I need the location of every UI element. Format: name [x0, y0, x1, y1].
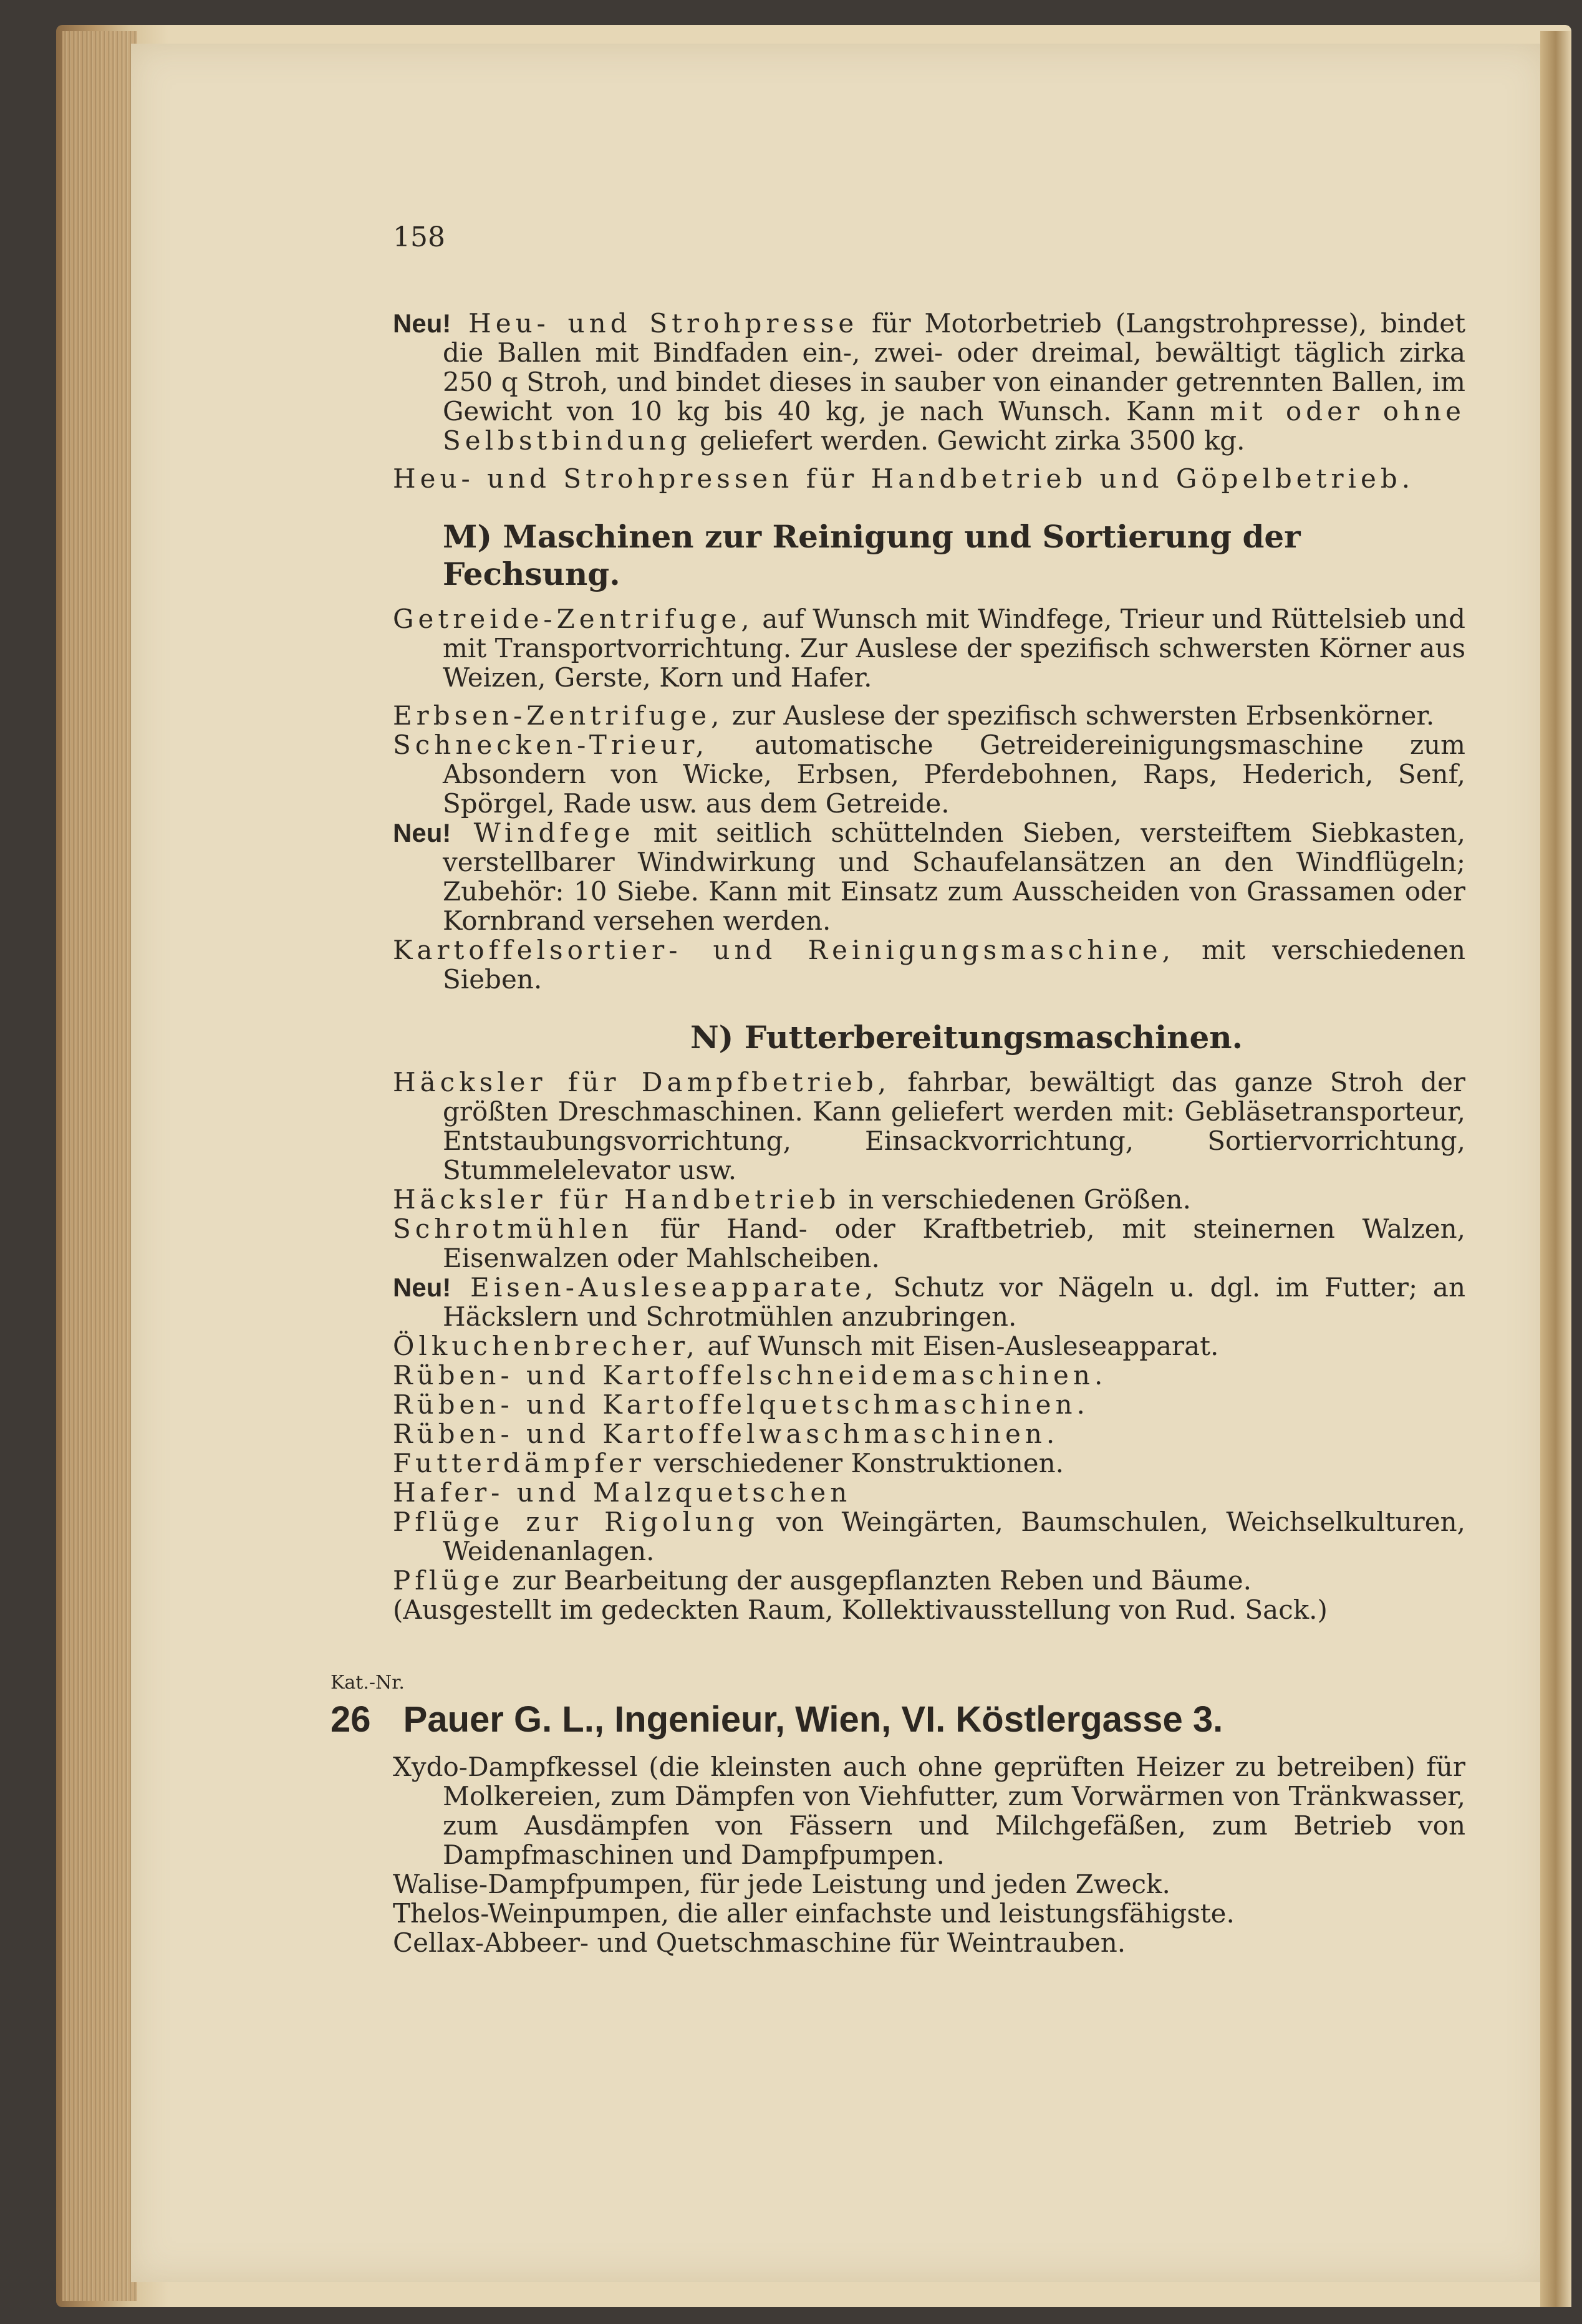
item-text: in verschiedenen Größen. — [848, 1184, 1191, 1215]
item-name: Häcksler für Handbetrieb — [393, 1184, 841, 1215]
page-stack — [62, 31, 137, 2301]
item-text: mit seitlich schüttelnden Sieben, versteiftem Siebkasten, verstellbarer Windwirkung und Schaufelansätzen an den Windflügeln; Zubehör: 10 Siebe. Kann mit Einsatz zum Ausscheiden von Grassamen oder Kornbrand versehen werden. — [443, 817, 1465, 936]
list-item — [393, 1449, 1465, 1478]
neu-label: Neu! — [393, 1273, 451, 1302]
item-text: verschiedener Konstruktionen. — [654, 1448, 1064, 1478]
list-item — [393, 1566, 1465, 1595]
item-name: Häcksler für Dampfbetrieb, — [393, 1067, 891, 1097]
item-text: auf Wunsch mit Eisen-Ausleseapparat. — [707, 1331, 1219, 1361]
item-text: von Weingärten, Baumschulen, Weichselkulturen, Weidenanlagen. — [443, 1507, 1465, 1566]
list-item — [393, 701, 1465, 730]
exhibitor-number: 26 — [330, 1699, 371, 1740]
item-text: automatische Getreidereinigungsmaschine zum Absondern von Wicke, Erbsen, Pferdebohnen, Raps, Hederich, Senf, Spörgel, Rade usw. aus dem Getreide. — [443, 730, 1465, 819]
list-item-neu — [393, 1273, 1465, 1331]
hand-presses-line: Heu- und Strohpressen für Handbetrieb und Göpelbetrieb. — [393, 463, 1415, 494]
catalog-number-label: Kat.-Nr. — [330, 1672, 405, 1694]
exhibited-note: (Ausgestellt im gedeckten Raum, Kollektivausstellung von Rud. Sack.) — [393, 1594, 1328, 1625]
list-item — [393, 1390, 1465, 1419]
item-name: Pflüge — [393, 1565, 504, 1596]
product-item: Thelos-Weinpumpen, die aller einfachste und leistungsfähigste. — [393, 1898, 1235, 1929]
list-item — [393, 1185, 1465, 1214]
list-item — [393, 1507, 1465, 1566]
exhibitor-name: Pauer G. L., Ingenieur, Wien, VI. Köstlergasse 3. — [403, 1699, 1223, 1740]
product-item: Walise-Dampfpumpen, für jede Leistung und jeden Zweck. — [393, 1869, 1170, 1899]
item-text: Schutz vor Nägeln u. dgl. im Futter; an Häckslern und Schrotmühlen anzubringen. — [443, 1272, 1465, 1332]
product-spaced: mit oder ohne Selbstbindung — [443, 396, 1465, 456]
item-name: Hafer- und Malzquetschen — [393, 1477, 852, 1508]
page-content — [330, 218, 1466, 1958]
list-item — [393, 730, 1465, 818]
item-name: Rüben- und Kartoffelschneidemaschinen. — [393, 1360, 1107, 1391]
list-item — [393, 1214, 1465, 1273]
list-item-neu — [393, 818, 1465, 935]
section-m-heading: M) Maschinen zur Reinigung und Sortierung der Fechsung. — [443, 518, 1301, 592]
item-text: für Hand- oder Kraftbetrieb, mit steinernen Walzen, Eisenwalzen oder Mahlscheiben. — [443, 1213, 1466, 1273]
item-name: Schnecken-Trieur, — [393, 730, 709, 760]
item-name: Eisen-Ausleseapparate, — [470, 1272, 878, 1303]
neu-strohpresse-paragraph — [393, 309, 1465, 455]
neu-label: Neu! — [393, 309, 451, 338]
list-item — [393, 604, 1465, 692]
item-text: mit verschiedenen Sieben. — [443, 935, 1466, 995]
list-item — [393, 1068, 1465, 1185]
item-text: fahrbar, bewältigt das ganze Stroh der größten Dreschmaschinen. Kann geliefert werden mit: Gebläsetransporteur, Entstaubungsvorrichtung, Einsackvorrichtung, Sortiervorrichtung, Stummelelevator usw. — [443, 1067, 1465, 1185]
list-item — [393, 1361, 1465, 1390]
page-fold — [1540, 31, 1571, 2307]
exhibitor-heading — [330, 1699, 1465, 1741]
page-number: 158 — [393, 221, 445, 253]
list-item — [393, 1331, 1465, 1361]
item-name: Rüben- und Kartoffelquetschmaschinen. — [393, 1389, 1089, 1420]
list-item — [393, 935, 1465, 994]
item-name: Futterdämpfer — [393, 1448, 645, 1478]
item-name: Schrotmühlen — [393, 1213, 633, 1244]
section-n-heading: N) Futterbereitungsmaschinen. — [690, 1019, 1243, 1056]
product-item: Cellax-Abbeer- und Quetschmaschine für Weintrauben. — [393, 1927, 1126, 1958]
item-text: zur Bearbeitung der ausgepflanzten Reben und Bäume. — [512, 1565, 1252, 1596]
product-text-tail: geliefert werden. Gewicht zirka 3500 kg. — [699, 425, 1245, 456]
item-name: Kartoffelsortier- und Reinigungsmaschine, — [393, 935, 1175, 965]
item-text: auf Wunsch mit Windfege, Trieur und Rüttelsieb und mit Transportvorrichtung. Zur Auslese der spezifisch schwersten Körner aus Weizen, Gerste, Korn und Hafer. — [443, 604, 1465, 693]
list-item — [393, 1478, 1465, 1507]
product-text: für Motorbetrieb (Langstrohpresse), bindet die Ballen mit Bindfaden ein-, zwei- oder dreimal, bewältigt täglich zirka 250 q Stroh, und bindet dieses in sauber von einander getrennten Ballen, im Gewicht von 10 kg bis 40 kg, je nach Wunsch. Kann — [443, 308, 1466, 427]
neu-label: Neu! — [393, 818, 451, 847]
item-name: Windfege — [473, 817, 635, 848]
product-name: Heu- und Strohpresse — [468, 308, 859, 339]
list-item — [393, 1419, 1465, 1449]
item-text: zur Auslese der spezifisch schwersten Erbsenkörner. — [731, 700, 1435, 731]
item-name: Erbsen-Zentrifuge, — [393, 700, 724, 731]
item-name: Pflüge zur Rigolung — [393, 1507, 759, 1537]
product-item: Xydo-Dampfkessel (die kleinsten auch ohne geprüften Heizer zu betreiben) für Molkereien, zum Dämpfen von Viehfutter, zum Vorwärmen von Tränkwasser, zum Ausdämpfen von Fässern und Milchgefäßen, zum Betrieb von Dampfmaschinen und Dampfpumpen. — [393, 1752, 1465, 1870]
item-name: Getreide-Zentrifuge, — [393, 604, 754, 634]
item-name: Rüben- und Kartoffelwaschmaschinen. — [393, 1419, 1059, 1449]
item-name: Ölkuchenbrecher, — [393, 1331, 699, 1361]
